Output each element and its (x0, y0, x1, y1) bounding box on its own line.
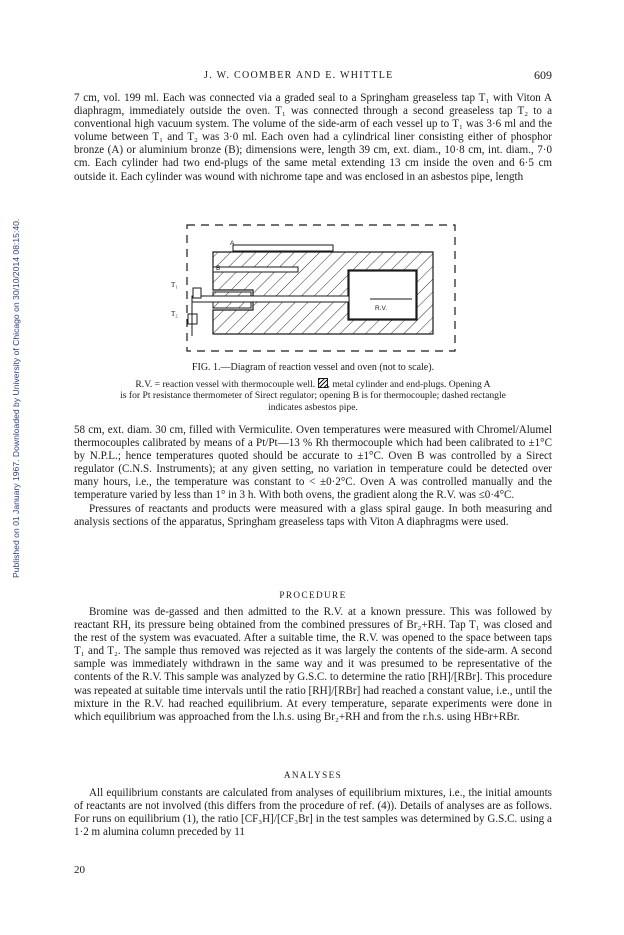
figure-legend (74, 378, 552, 413)
paragraph-procedure-text: Bromine was de-gassed and then admitted to the R.V. at a known pressure. This was followed by reactant RH, its pressure being obtained from the combined pressures of Br₂+RH. Tap T₁ was closed and the rest of the system was evacuated. After a suitable time, the R.V. was opened to the space between taps T₁ and T₂. The sample thus removed was rejected as it was largely the contents of the side-arm. A second sample was immediately withdrawn in the same way and it was presumed to be representative of the contents of the R.V. This sample was analyzed by G.S.C. to determine the ratio [RH]/[RBr]. This procedure was repeated at suitable time intervals until the ratio [RH]/[RBr] had reached a constant value, i.e., until the mixture in the R.V. had reached equilibrium. At every temperature, separate experiments were done in which equilibrium was approached from the l.h.s. using Br₂+RH and from the r.h.s. using HBr+RBr. (74, 606, 552, 723)
figure-legend-line-2: is for Pt resistance thermometer of Sirect regulator; opening B is for thermocouple; dashed rectangle (120, 390, 506, 402)
paragraph-pressures-text: Pressures of reactants and products were measured with a glass spiral gauge. In both measuring and analysis sections of the apparatus, Springham greaseless taps with Viton A diaphragms were used. (74, 502, 552, 528)
paragraph-analyses (74, 787, 552, 839)
figure-legend-line-1 (74, 378, 552, 390)
page-number: 609 (534, 68, 552, 82)
oven-diagram (150, 218, 480, 368)
running-header-authors: J. W. COOMBER AND E. WHITTLE (204, 70, 394, 81)
download-watermark (2, 22, 21, 582)
label-opening-a: A (230, 240, 235, 247)
paragraph-temperatures-text: 58 cm, ext. diam. 30 cm, filled with Vermiculite. Oven temperatures were measured with Chromel/Alumel thermocouples calibrated by means of a Pt/Pt—13 % Rh thermocouple which had been calibrated to ±1°C by N.P.L.; hence temperatures quoted should be accurate to ±1°C. Oven B was controlled by a Sirect regulator (C.N.S. Instruments); at any given setting, no variation in temperature could be detected over many hours, i.e., the temperature was constant to < ±0·2°C. Oven A was controlled manually and the temperature varied by less than 1° in 3 h. With both ovens, the gradient along the R.V. was ≤0·4°C. (74, 424, 552, 502)
footer-page-number: 20 (74, 864, 85, 876)
figure-caption: FIG. 1.—Diagram of reaction vessel and oven (not to scale). (191, 362, 435, 373)
opening-b (213, 267, 298, 272)
paragraph-analyses-text: All equilibrium constants are calculated from analyses of equilibrium mixtures, i.e., the initial amounts of reactants are not involved (this differs from the procedure of ref. (4)). Details of analyses are as follows. For runs on equilibrium (1), the ratio [CF₃H]/[CF₃Br] in the test samples was determined by G.S.C. using a 1·2 m alumina column preceded by 11 (74, 787, 552, 839)
paragraph-procedure (74, 606, 552, 724)
label-reaction-vessel: R.V. (375, 305, 388, 312)
label-tap-t2: T₂ (171, 310, 178, 318)
heading-analyses: ANALYSES (283, 770, 343, 780)
paragraph-apparatus-text: 7 cm, vol. 199 ml. Each was connected via a graded seal to a Springham greaseless tap T₁ with Viton A diaphragm, immediately outside the oven. T₁ was connected through a second greaseless tap T₂ to a conventional high vacuum system. The volume of the side-arm of each vessel up to T₁ was 3·6 ml and the volume between T₁ and T₂ was 3·0 ml. Each oven had a cylindrical liner consisting either of phosphor bronze (A) or aluminium bronze (B); dimensions were, length 39 cm, ext. diam., 10·8 cm, int. diam., 7·0 cm. Each cylinder had two end-plugs of the same metal extending 13 cm inside the oven and 6·5 cm outside it. Each cylinder was wound with nichrome tape and was enclosed in an asbestos pipe, length (74, 92, 552, 183)
side-arm (192, 296, 349, 302)
download-watermark-text: Published on 01 January 1967. Downloaded by University of Chicago on 30/10/2014 08:15:40. (11, 218, 21, 578)
running-header (74, 70, 552, 84)
figure-1 (150, 218, 480, 368)
figure-legend-metal: , metal cylinder and end-plugs. Opening A (327, 379, 491, 390)
heading-procedure: PROCEDURE (279, 590, 347, 600)
figure-legend-line-3: indicates asbestos pipe. (268, 401, 358, 413)
label-tap-t1: T₁ (171, 281, 178, 289)
opening-a (233, 245, 333, 251)
hatch-swatch-icon (318, 378, 328, 388)
tap-t1 (193, 288, 201, 298)
paragraph-temperatures (74, 424, 552, 529)
figure-legend-rv: R.V. = reaction vessel with thermocouple well. (135, 379, 316, 390)
label-opening-b: B (216, 265, 221, 272)
paragraph-apparatus (74, 92, 552, 184)
